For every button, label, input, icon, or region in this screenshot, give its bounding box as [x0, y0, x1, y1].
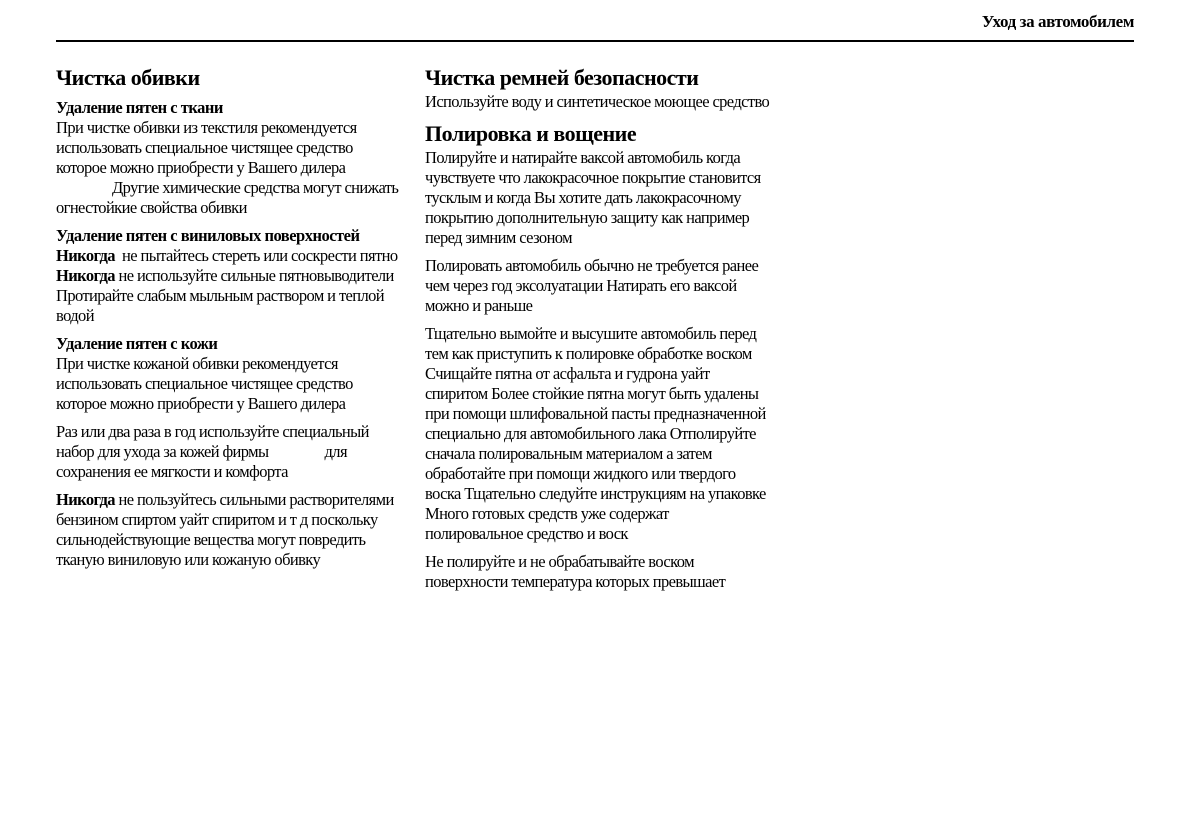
section-title-seatbelt-cleaning: Чистка ремней безопасности	[425, 65, 699, 90]
subheading-fabric-stains: Удаление пятен с ткани	[56, 98, 223, 117]
paragraph-polishing-when: Полируйте и натирайте ваксой автомобиль когда чувствуете что лакокрасочное покрытие становится тусклым и когда Вы хотите дать лакокрасочному покрытию дополнительную защиту как например перед зимним сезоном	[425, 148, 761, 247]
paragraph-leather-care-kit	[56, 422, 401, 482]
paragraph-vinyl-stains	[56, 246, 405, 326]
paragraph-leather-cleaning: При чистке кожаной обивки рекомендуется использовать специальное чистящее средство которое можно приобрести у Вашего дилера	[56, 354, 353, 413]
subheading-leather-stains: Удаление пятен с кожи	[56, 334, 218, 353]
section-title-upholstery-cleaning: Чистка обивки	[56, 65, 200, 90]
subheading-vinyl-stains: Удаление пятен с виниловых поверхностей	[56, 226, 360, 245]
paragraph-text: для сохранения ее мягкости и комфорта	[56, 442, 347, 481]
emphasis-never: Никогда	[56, 490, 115, 509]
section-fabric-stains	[56, 98, 401, 218]
paragraph-seatbelt-cleaning: Используйте воду и синтетическое моющее средство	[425, 92, 770, 111]
paragraph-text: При чистке обивки из текстиля рекомендуется использовать специальное чистящее средство которое можно приобрести у Вашего дилера	[56, 118, 357, 177]
section-leather-stains	[56, 334, 401, 570]
paragraph-fabric-stains	[56, 118, 401, 218]
section-seatbelt-cleaning	[425, 64, 770, 112]
paragraph-polishing-temperature-warning: Не полируйте и не обрабатывайте воском поверхности температура которых превышает	[425, 552, 726, 591]
section-vinyl-stains	[56, 226, 405, 326]
paragraph-polishing-frequency: Полировать автомобиль обычно не требуется ранее чем через год эксолуатации Натирать его ваксой можно и раньше	[425, 256, 759, 315]
paragraph-solvent-warning	[56, 490, 401, 570]
section-title-polishing-waxing: Полировка и вощение	[425, 121, 637, 146]
section-polishing-waxing	[425, 120, 770, 592]
right-column	[425, 64, 770, 600]
paragraph-text: Другие химические средства могут снижать огнестойкие свойства обивки	[56, 178, 399, 217]
running-header-title: Уход за автомобилем	[981, 12, 1134, 31]
paragraph-polishing-procedure: Тщательно вымойте и высушите автомобиль перед тем как приступить к полировке обработке воском Счищайте пятна от асфальта и гудрона уайт спиритом Более стойкие пятна могут быть удалены при помощи шлифовальной пасты предназначенной специально для автомобильного лака Отполируйте сначала полировальным материалом а затем обработайте при помощи жидкого или твердого воска Тщательно следуйте инструкциям на упаковке Много готовых средств уже содержат полировальное средство и воск	[425, 324, 766, 543]
emphasis-never: Никогда	[56, 246, 115, 265]
left-column	[56, 64, 405, 578]
emphasis-never: Никогда	[56, 266, 115, 285]
paragraph-text: не используйте сильные пятновыводители Протирайте слабым мыльным раствором и теплой водой	[56, 266, 394, 325]
paragraph-text: не пытайтесь стереть или соскрести пятно	[114, 246, 405, 265]
paragraph-text: не пользуйтесь сильными растворителями бензином спиртом уайт спиритом и т д поскольку сильнодействующие вещества могут повредить тканую виниловую или кожаную обивку	[56, 490, 394, 569]
header-rule	[56, 40, 1134, 42]
paragraph-text: Раз или два раза в год используйте специальный набор для ухода за кожей фирмы	[56, 422, 369, 461]
